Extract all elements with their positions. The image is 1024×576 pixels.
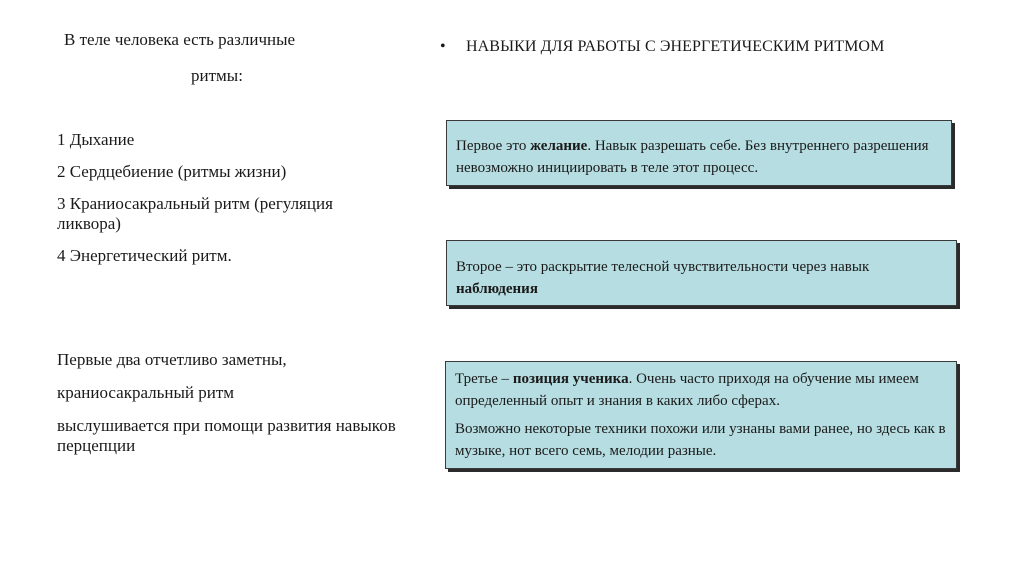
skill-box-observation-text [456,256,947,300]
skill-box-desire-post: . Навык разрешать себе. Без внутреннего разрешения невозможно инициировать в теле этот процесс. [456,138,929,176]
skill-box-student-text [455,368,947,412]
skills-heading [440,38,884,56]
conclusion-line-2: краниосакральный ритм [57,383,235,402]
skill-box-student-second: Возможно некоторые техники похожи или узнаны вами ранее, но здесь как в музыке, нот всего семь, мелодии разные. [455,421,946,459]
skill-box-observation-pre: Второе – это раскрытие телесной чувствительности через навык [456,259,870,275]
skills-heading-text: НАВЫКИ ДЛЯ РАБОТЫ С ЭНЕРГЕТИЧЕСКИМ РИТМОМ [466,38,885,55]
skill-box-student-pre: Третье – [455,371,513,387]
skill-box-desire-text [456,135,942,179]
rhythm-list [57,130,387,278]
rhythm-item-craniosacral: 3 Краниосакральный ритм (регуляция ликвора) [57,194,333,233]
skill-box-observation [446,240,957,306]
skill-box-desire-pre: Первое это [456,138,531,154]
rhythm-item-heartbeat: 2 Сердцебиение (ритмы жизни) [57,162,287,181]
conclusion-line-3: выслушивается при помощи развития навыков перцепции [57,416,396,455]
bullet-icon: • [440,38,446,55]
intro-line-2: ритмы: [191,66,243,85]
skill-box-desire-bold: желание [530,138,588,154]
skill-box-student-bold: позиция ученика [512,371,629,387]
skill-box-desire [446,120,952,186]
conclusion-text [57,350,397,469]
rhythm-item-energetic: 4 Энергетический ритм. [57,246,232,265]
conclusion-line-1: Первые два отчетливо заметны, [57,350,287,369]
skill-box-student [445,361,957,469]
skill-box-observation-bold: наблюдения [456,281,538,297]
skill-box-student-post: . Очень часто приходя на обучение мы имеем определенный опыт и знания в каких либо сферах. [455,371,919,409]
intro-line-1: В теле человека есть различные [64,30,296,49]
rhythm-item-breathing: 1 Дыхание [57,130,135,149]
